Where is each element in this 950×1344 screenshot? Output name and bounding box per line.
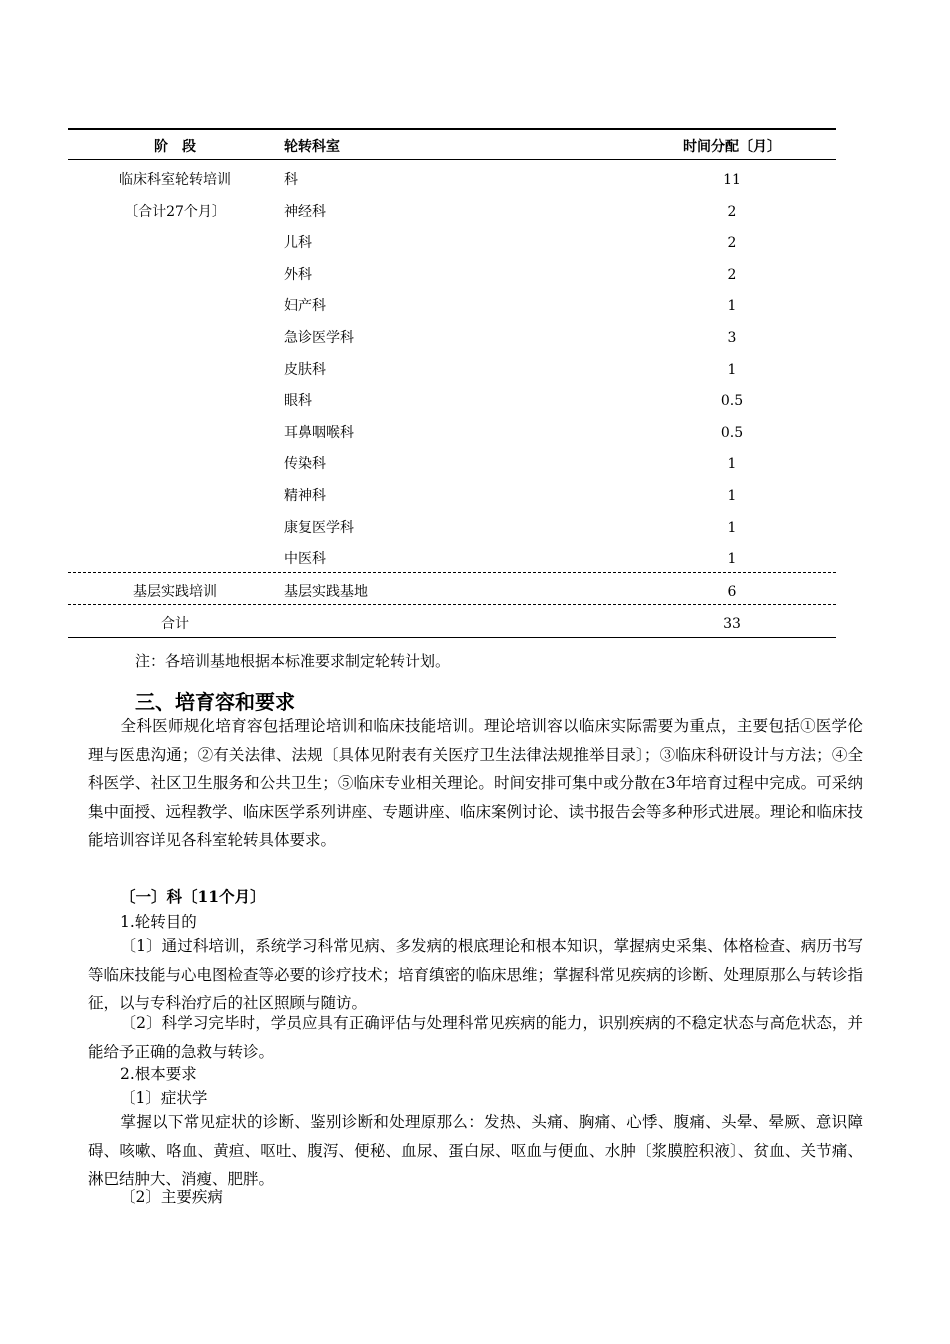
total-months: 33 [723, 616, 741, 632]
months-cell: 1 [727, 456, 737, 473]
purpose-paragraph-1: 〔1〕通过科培训，系统学习科常见病、多发病的根底理论和根本知识，掌握病史采集、体格检查、病历书写等临床技能与心电图检查等必要的诊疗技术；培育缜密的临床思维；掌握科常见疾病的诊断、处理原那么与转诊指征，以与专科治疗后的社区照顾与随访。 [88, 937, 864, 1013]
dashed-divider [68, 572, 836, 573]
primary-months: 6 [727, 584, 737, 600]
dept-cell: 外科 [284, 266, 312, 283]
purpose-paragraph-2: 〔2〕科学习完毕时，学员应具有正确评估与处理科常见疾病的能力，识别疾病的不稳定状态与高危状态，并能给予正确的急救与转诊。 [88, 1014, 863, 1061]
table-row [68, 291, 836, 322]
table-top-rule [68, 128, 836, 130]
table-row [68, 260, 836, 291]
months-cell: 2 [727, 235, 737, 252]
primary-dept: 基层实践基地 [284, 584, 368, 600]
months-cell: 3 [727, 330, 737, 346]
table-row [68, 228, 836, 259]
months-cell: 0.5 [720, 393, 744, 410]
section-title: 三、培育容和要求 [135, 690, 295, 714]
months-cell: 1 [727, 551, 737, 568]
basic-title: 2.根本要求 [120, 1065, 197, 1083]
purpose-title: 1.轮转目的 [120, 913, 197, 931]
table-row [68, 323, 836, 354]
months-cell: 2 [727, 266, 737, 283]
primary-stage: 基层实践培训 [133, 584, 217, 600]
dept-cell: 传染科 [284, 456, 326, 473]
dept-cell: 皮肤科 [284, 361, 326, 378]
table-row [68, 165, 836, 196]
table-row [68, 418, 836, 449]
dept-cell: 儿科 [284, 235, 312, 252]
months-cell: 0.5 [720, 424, 744, 441]
clinical-stage-subtotal: 〔合计27个月〕 [124, 203, 226, 220]
dept-cell: 急诊医学科 [284, 330, 354, 346]
dashed-divider [68, 604, 836, 605]
months-cell: 1 [727, 361, 737, 378]
table-header-rule [68, 159, 836, 160]
table-row [68, 386, 836, 417]
months-cell: 2 [727, 203, 737, 220]
header-dept: 轮转科室 [284, 139, 340, 155]
months-cell: 1 [727, 488, 737, 504]
subsection-title: 〔一〕科〔11个月〕 [120, 887, 266, 906]
header-stage: 阶 段 [154, 139, 196, 155]
dept-cell: 神经科 [284, 203, 326, 220]
dept-cell: 康复医学科 [284, 519, 354, 536]
table-row [68, 513, 836, 544]
table-bottom-rule [68, 637, 836, 638]
disease-title: 〔2〕主要疾病 [120, 1188, 223, 1206]
total-label: 合计 [161, 616, 189, 632]
table-total-row [68, 609, 836, 640]
table-row [68, 481, 836, 512]
table-row [68, 355, 836, 386]
months-cell: 1 [727, 298, 737, 315]
symptom-paragraph: 掌握以下常见症状的诊断、鉴别诊断和处理原那么：发热、头痛、胸痛、心悸、腹痛、头晕、晕厥、意识障碍、咳嗽、咯血、黄疸、呕吐、腹泻、便秘、血尿、蛋白尿、呕血与便血、水肿〔浆膜腔积液〕、贫血、关节痛、淋巴结肿大、消瘦、肥胖。 [88, 1113, 863, 1189]
dept-cell: 眼科 [284, 393, 312, 410]
months-cell: 1 [727, 519, 737, 536]
months-cell: 11 [723, 172, 741, 188]
clinical-stage-label: 临床科室轮转培训 [119, 172, 231, 188]
table-row [68, 449, 836, 480]
dept-cell: 科 [284, 172, 298, 188]
dept-cell: 精神科 [284, 488, 326, 504]
dept-cell: 中医科 [284, 551, 326, 568]
dept-cell: 妇产科 [284, 298, 326, 315]
intro-paragraph: 全科医师规化培育容包括理论培训和临床技能培训。理论培训容以临床实际需要为重点，主要包括①医学伦理与医患沟通；②有关法律、法规〔具体见附表有关医疗卫生法律法规推举目录〕；③临床科研设计与方法；④全科医学、社区卫生服务和公共卫生；⑤临床专业相关理论。时间安排可集中或分散在3年培育过程中完成。可采纳集中面授、远程教学、临床医学系列讲座、专题讲座、临床案例讨论、读书报告会等多种形式进展。理论和临床技能培训容详见各科室轮转具体要求。 [88, 717, 864, 850]
table-note: 注：各培训基地根据本标准要求制定轮转计划。 [135, 652, 451, 670]
header-time: 时间分配〔月〕 [683, 139, 781, 155]
table-row [68, 197, 836, 228]
symptom-title: 〔1〕症状学 [120, 1089, 208, 1107]
table-row [68, 544, 836, 575]
dept-cell: 耳鼻咽喉科 [284, 424, 354, 441]
